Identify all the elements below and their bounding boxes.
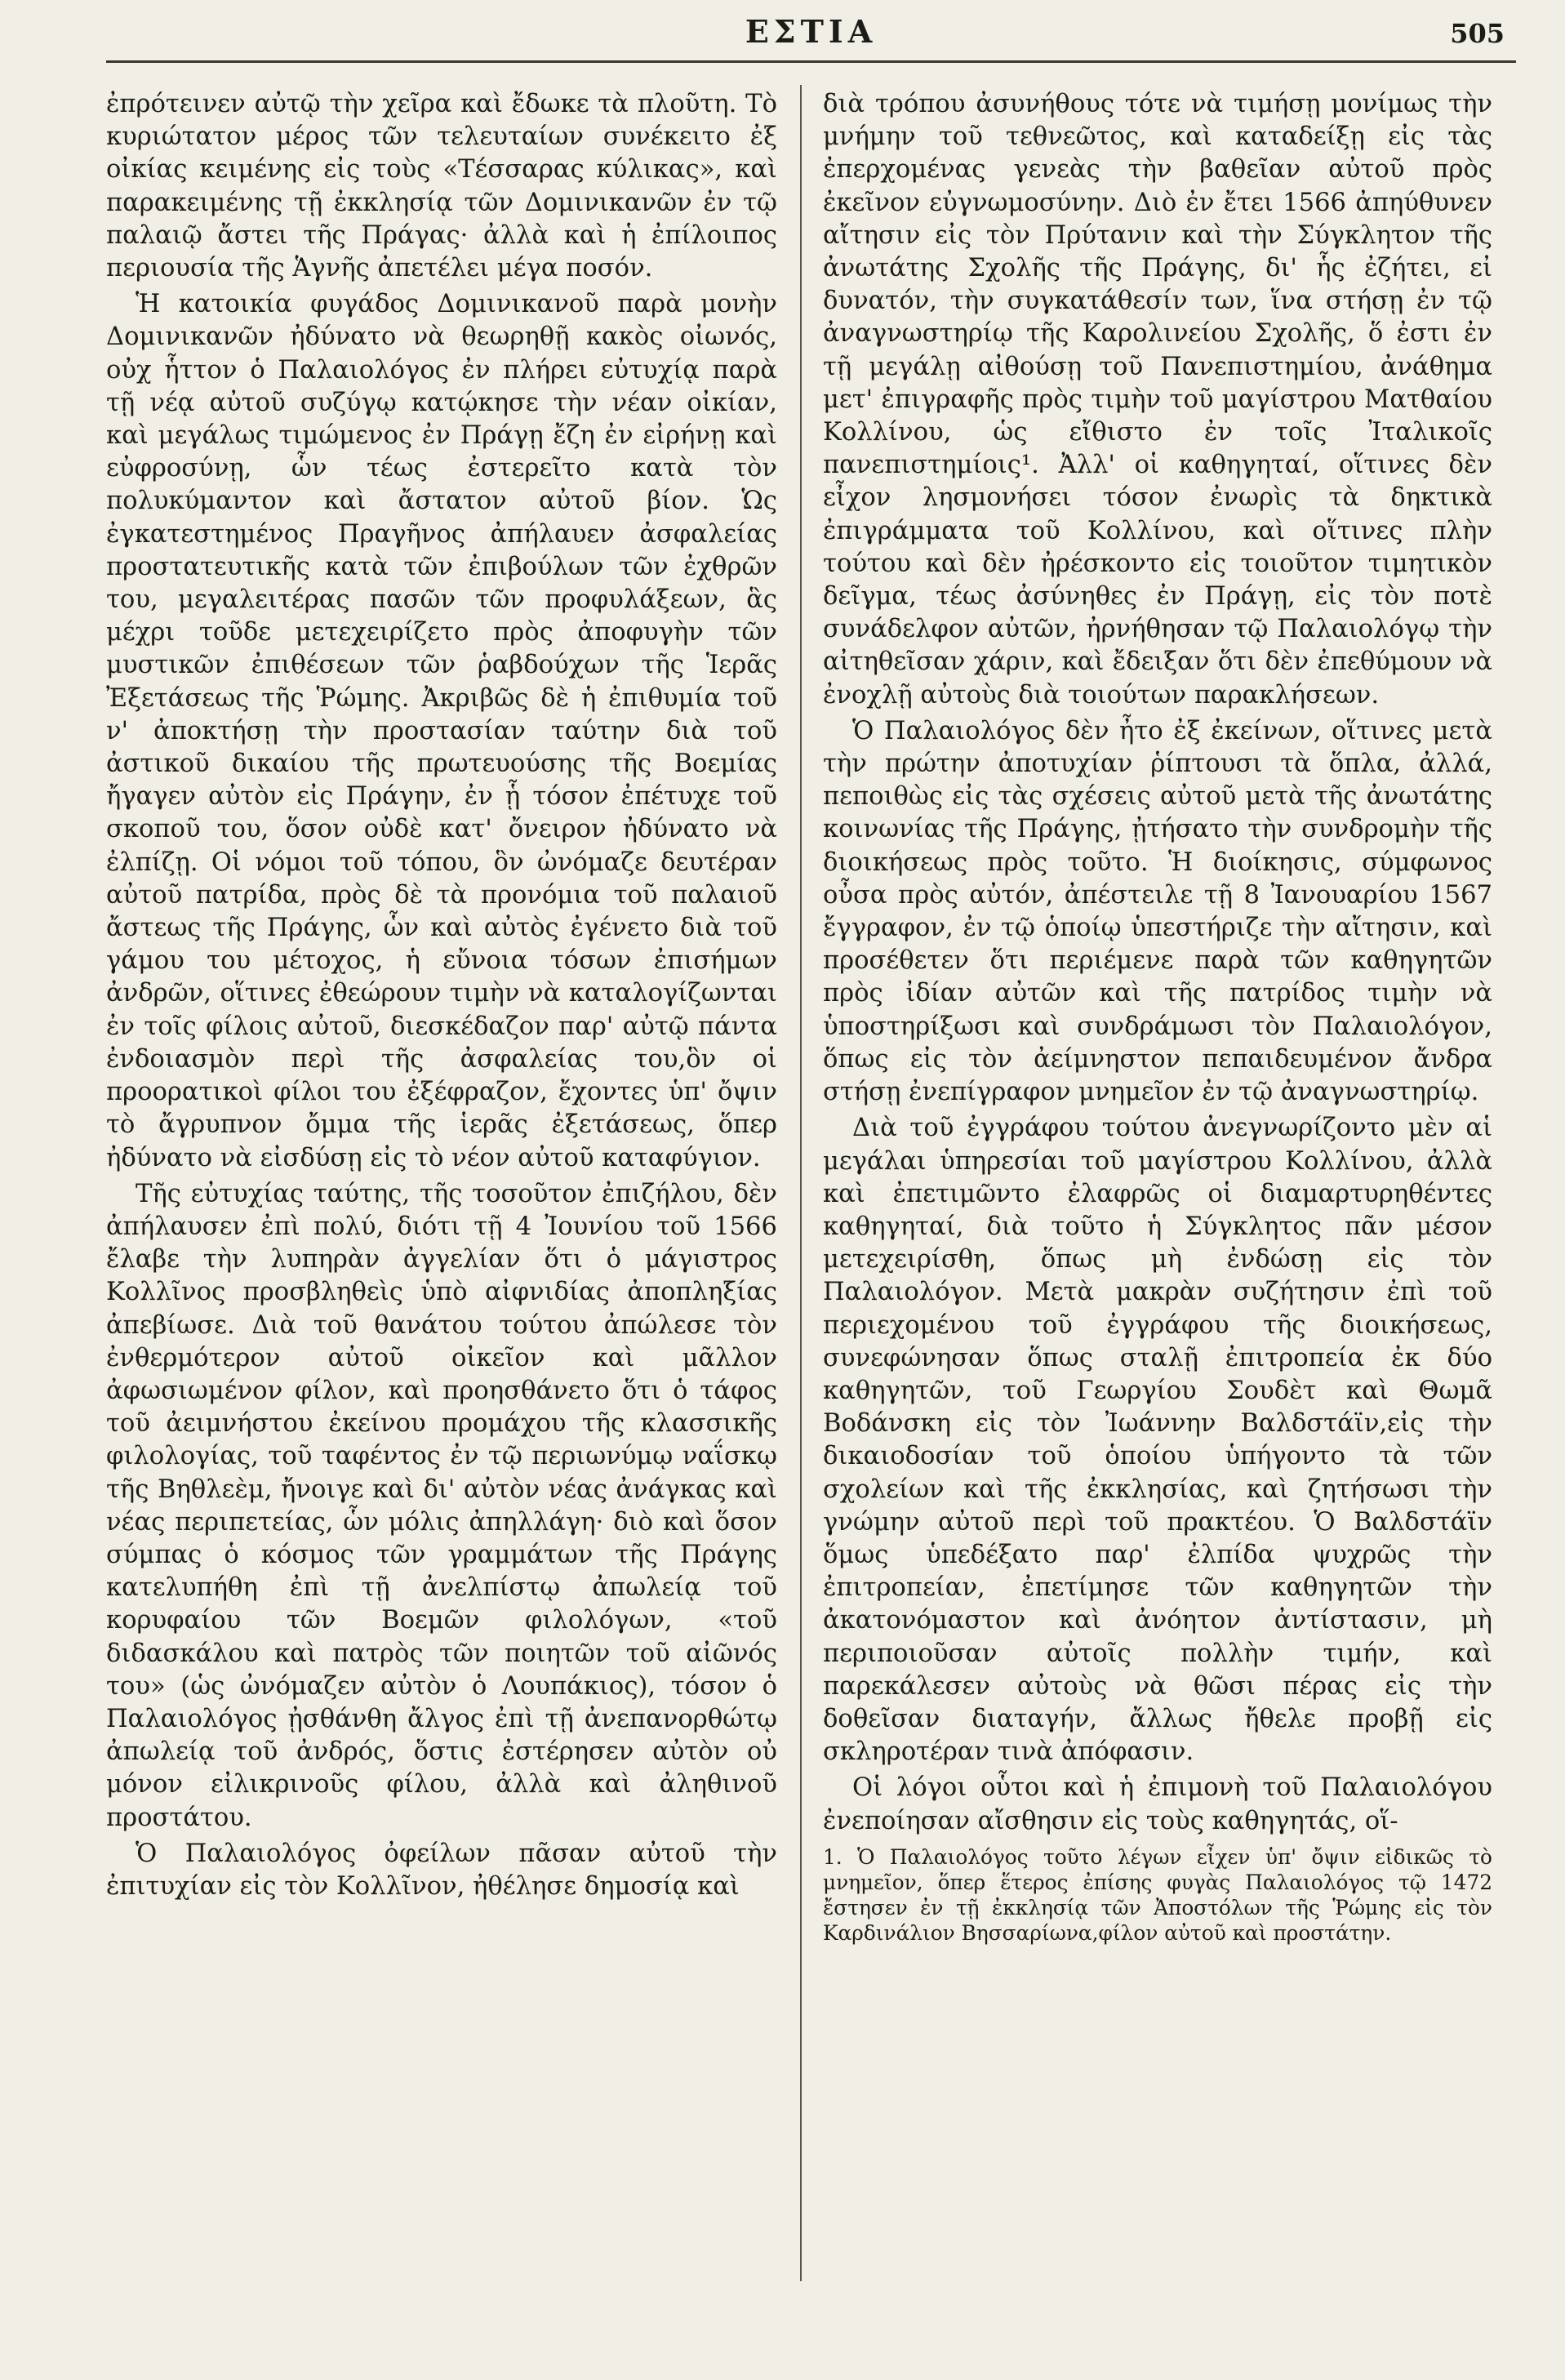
journal-title: ΕΣΤΙΑ xyxy=(745,13,878,50)
paragraph: Οἱ λόγοι οὗτοι καὶ ἡ ἐπιμονὴ τοῦ Παλαιολόγου ἐνεποίησαν αἴσθησιν εἰς τοὺς καθηγητάς, οἵ- xyxy=(823,1773,1492,1835)
paragraph: Τῆς εὐτυχίας ταύτης, τῆς τοσοῦτον ἐπιζήλου, δὲν ἀπήλαυσεν ἐπὶ πολύ, διότι τῇ 4 Ἰουνίου τοῦ 1566 ἔλαβε τὴν λυπηρὰν ἀγγελίαν ὅτι ὁ μάγιστρος Κολλῖνος προσβληθεὶς ὑπὸ αἰφνιδίας ἀποπληξίας ἀπεβίωσε. Διὰ τοῦ θανάτου τούτου ἀπώλεσε τὸν ἐνθερμότερον αὐτοῦ οἰκεῖον καὶ μᾶλλον ἀφωσιωμένον φίλον, καὶ προησθάνετο ὅτι ὁ τάφος τοῦ ἀειμνήστου ἐκείνου προμάχου τῆς κλασσικῆς φιλολογίας, τοῦ ταφέντος ἐν τῷ περιωνύμῳ ναΐσκῳ τῆς Βηθλεὲμ, ἤνοιγε καὶ δι' αὐτὸν νέας ἀνάγκας καὶ νέας περιπετείας, ὧν μόλις ἀπηλλάγη· διὸ καὶ ὅσον σύμπας ὁ κόσμος τῶν γραμμάτων τῆς Πράγης κατελυπήθη ἐπὶ τῇ ἀνελπίστῳ ἀπωλείᾳ τοῦ κορυφαίου τῶν Βοεμῶν φιλολόγων, «τοῦ διδασκάλου καὶ πατρὸς τῶν ποιητῶν τοῦ αἰῶνός του» (ὡς ὠνόμαζεν αὐτὸν ὁ Λουπάκιος), τόσον ὁ Παλαιολόγος ᾐσθάνθη ἄλγος ἐπὶ τῇ ἀνεπανορθώτῳ ἀπωλείᾳ τοῦ ἀνδρός, ὅστις ἐστέρησεν αὐτὸν οὐ μόνον εἰλικρινοῦς φίλου, ἀλλὰ καὶ ἀληθινοῦ προστάτου. xyxy=(106,1179,777,1832)
paragraph: Ἡ κατοικία φυγάδος Δομινικανοῦ παρὰ μονὴν Δομινικανῶν ἠδύνατο νὰ θεωρηθῇ κακὸς οἰωνός, οὐχ ἧττον ὁ Παλαιολόγος ἐν πλήρει εὐτυχίᾳ παρὰ τῇ νέᾳ αὐτοῦ συζύγῳ κατῴκησε τὴν νέαν οἰκίαν, καὶ μεγάλως τιμώμενος ἐν Πράγῃ ἔζη ἐν εἰρήνῃ καὶ εὐφροσύνῃ, ὧν τέως ἐστερεῖτο κατὰ τὸν πολυκύμαντον καὶ ἄστατον αὐτοῦ βίον. Ὡς ἐγκατεστημένος Πραγῆνος ἀπήλαυεν ἀσφαλείας προστατευτικῆς κατὰ τῶν ἐπιβούλων τῶν ἐχθρῶν του, μεγαλειτέρας πασῶν τῶν προφυλάξεων, ἃς μέχρι τοῦδε μετεχειρίζετο πρὸς ἀποφυγὴν τῶν μυστικῶν ἐπιθέσεων τῶν ῥαβδούχων τῆς Ἱερᾶς Ἐξετάσεως τῆς Ῥώμης. Ἀκριβῶς δὲ ἡ ἐπιθυμία τοῦ ν' ἀποκτήσῃ τὴν προστασίαν ταύτην διὰ τοῦ ἀστικοῦ δικαίου τῆς πρωτευούσης τῆς Βοεμίας ἤγαγεν αὐτὸν εἰς Πράγην, ἐν ᾗ τόσον ἐπέτυχε τοῦ σκοποῦ του, ὅσον οὐδὲ κατ' ὄνειρον ἠδύνατο νὰ ἐλπίζῃ. Οἱ νόμοι τοῦ τόπου, ὃν ὠνόμαζε δευτέραν αὐτοῦ πατρίδα, πρὸς δὲ τὰ προνόμια τοῦ παλαιοῦ ἄστεως τῆς Πράγης, ὧν καὶ αὐτὸς ἐγένετο διὰ τοῦ γάμου του μέτοχος, ἡ εὔνοια τόσων ἐπισήμων ἀνδρῶν, οἵτινες ἐθεώρουν τιμὴν νὰ καταλογίζωνται ἐν τοῖς φίλοις αὐτοῦ, διεσκέδαζον παρ' αὐτῷ πάντα ἐνδοιασμὸν περὶ τῆς ἀσφαλείας του,ὃν οἱ προορατικοὶ φίλοι του ἐξέφραζον, ἔχοντες ὑπ' ὄψιν τὸ ἄγρυπνον ὄμμα τῆς ἱερᾶς ἐξετάσεως, ὅπερ ἠδύνατο νὰ εἰσδύσῃ εἰς τὸ νέον αὐτοῦ καταφύγιον. xyxy=(106,290,777,1172)
paragraph: Ὁ Παλαιολόγος δὲν ἦτο ἐξ ἐκείνων, οἵτινες μετὰ τὴν πρώτην ἀποτυχίαν ῥίπτουσι τὰ ὅπλα, ἀλλά, πεποιθὼς εἰς τὰς σχέσεις αὐτοῦ μετὰ τῆς ἀνωτάτης κοινωνίας τῆς Πράγης, ᾐτήσατο τὴν συνδρομὴν τῆς διοικήσεως πρὸς τοῦτο. Ἡ διοίκησις, σύμφωνος οὖσα πρὸς αὐτόν, ἀπέστειλε τῇ 8 Ἰανουαρίου 1567 ἔγγραφον, ἐν τῷ ὁποίῳ ὑπεστήριζε τὴν αἴτησιν, καὶ προσέθετεν ὅτι περιέμενε παρὰ τῶν καθηγητῶν πρὸς ἰδίαν αὐτῶν καὶ τῆς πατρίδος τιμὴν νὰ ὑποστηρίξωσι καὶ συνδράμωσι τὸν Παλαιολόγον, ὅπως εἰς τὸν ἀείμνηστον πεπαιδευμένον ἄνδρα στήσῃ ἐνεπίγραφον μνημεῖον ἐν τῷ ἀναγνωστηρίῳ. xyxy=(823,716,1492,1107)
paragraph: Ὁ Παλαιολόγος ὀφείλων πᾶσαν αὐτοῦ τὴν ἐπιτυχίαν εἰς τὸν Κολλῖνον, ἠθέλησε δημοσίᾳ καὶ xyxy=(106,1839,777,1901)
paragraph: ἐπρότεινεν αὐτῷ τὴν χεῖρα καὶ ἔδωκε τὰ πλοῦτη. Τὸ κυριώτατον μέρος τῶν τελευταίων συνέκειτο ἐξ οἰκίας κειμένης εἰς τοὺς «Τέσσαρας κύλικας», καὶ παρακειμένης τῇ ἐκκλησίᾳ τῶν Δομινικανῶν ἐν τῷ παλαιῷ ἄστει τῆς Πράγας· ἀλλὰ καὶ ἡ ἐπίλοιπος περιουσία τῆς Ἁγνῆς ἀπετέλει μέγα ποσόν. xyxy=(106,90,777,283)
left-column xyxy=(106,88,777,1906)
paragraph: διὰ τρόπου ἀσυνήθους τότε νὰ τιμήσῃ μονίμως τὴν μνήμην τοῦ τεθνεῶτος, καὶ καταδείξῃ εἰς τὰς ἐπερχομένας γενεὰς τὴν βαθεῖαν αὐτοῦ πρὸς ἐκεῖνον εὐγνωμοσύνην. Διὸ ἐν ἔτει 1566 ἀπηύθυνεν αἴτησιν εἰς τὸν Πρύτανιν καὶ τὴν Σύγκλητον τῆς ἀνωτάτης Σχολῆς τῆς Πράγης, δι' ἧς ἐζήτει, εἰ δυνατόν, τὴν συγκατάθεσίν των, ἵνα στήσῃ ἐν τῷ ἀναγνωστηρίῳ τῆς Καρολινείου Σχολῆς, ὅ ἐστι ἐν τῇ μεγάλῃ αἰθούσῃ τοῦ Πανεπιστημίου, ἀνάθημα μετ' ἐπιγραφῆς πρὸς τιμὴν τοῦ μαγίστρου Ματθαίου Κολλίνου, ὡς εἴθιστο ἐν τοῖς Ἰταλικοῖς πανεπιστημίοις¹. Ἀλλ' οἱ καθηγηταί, οἵτινες δὲν εἶχον λησμονήσει τόσον ἐνωρὶς τὰ δηκτικὰ ἐπιγράμματα τοῦ Κολλίνου, καὶ οἵτινες πλὴν τούτου καὶ δὲν ἠρέσκοντο εἰς τοιοῦτον τιμητικὸν δεῖγμα, τέως ἀσύνηθες ἐν Πράγῃ, εἰς τὸν ποτὲ συνάδελφον αὐτῶν, ἠρνήθησαν τῷ Παλαιολόγῳ τὴν αἰτηθεῖσαν χάριν, καὶ ἔδειξαν ὅτι δὲν ἐπεθύμουν νὰ ἐνοχλῇ αὐτοὺς διὰ τοιούτων παρακλήσεων. xyxy=(823,90,1492,710)
page-number: 505 xyxy=(1450,18,1505,49)
paragraph: Διὰ τοῦ ἐγγράφου τούτου ἀνεγνωρίζοντο μὲν αἱ μεγάλαι ὑπηρεσίαι τοῦ μαγίστρου Κολλίνου, ἀλλὰ καὶ ἐπετιμῶντο ἐλαφρῶς οἱ διαμαρτυρηθέντες καθηγηταί, διὰ τοῦτο ἡ Σύγκλητος πᾶν μέσον μετεχειρίσθη, ὅπως μὴ ἐνδώσῃ εἰς τὸν Παλαιολόγον. Μετὰ μακρὰν συζήτησιν ἐπὶ τοῦ περιεχομένου τοῦ ἐγγράφου τῆς διοικήσεως, συνεφώνησαν ὅπως σταλῇ ἐπιτροπεία ἐκ δύο καθηγητῶν, τοῦ Γεωργίου Σουδὲτ καὶ Θωμᾶ Βοδάνσκη εἰς τὸν Ἰωάννην Βαλδστάϊν,εἰς τὴν δικαιοδοσίαν τοῦ ὁποίου ὑπήγοντο τὰ τῶν σχολείων καὶ τῆς ἐκκλησίας, καὶ ζητήσωσι τὴν γνώμην αὐτοῦ περὶ τοῦ πρακτέου. Ὁ Βαλδστάϊν ὅμως ὑπεδέξατο παρ' ἐλπίδα ψυχρῶς τὴν ἐπιτροπείαν, ἐπετίμησε τῶν καθηγητῶν τὴν ἀκατονόμαστον καὶ ἀνόητον ἀντίστασιν, μὴ περιποιοῦσαν αὐτοῖς πολλὴν τιμήν, καὶ παρεκάλεσεν αὐτοὺς νὰ θῶσι πέρας εἰς τὴν δοθεῖσαν διαταγήν, ἄλλως ἤθελε προβῇ εἰς σκληροτέραν τινὰ ἀπόφασιν. xyxy=(823,1114,1492,1767)
footnote: 1. Ὁ Παλαιολόγος τοῦτο λέγων εἶχεν ὑπ' ὄψιν εἰδικῶς τὸ μνημεῖον, ὅπερ ἕτερος ἐπίσης φυγὰς Παλαιολόγος τῷ 1472 ἔστησεν ἐν τῇ ἐκκλησίᾳ τῶν Ἀποστόλων τῆς Ῥώμης εἰς τὸν Καρδινάλιον Βησσαρίωνα,φίλον αὐτοῦ καὶ προστάτην. xyxy=(823,1844,1492,1945)
right-column xyxy=(823,88,1492,1946)
page-header xyxy=(106,5,1516,63)
column-divider xyxy=(800,85,802,2281)
